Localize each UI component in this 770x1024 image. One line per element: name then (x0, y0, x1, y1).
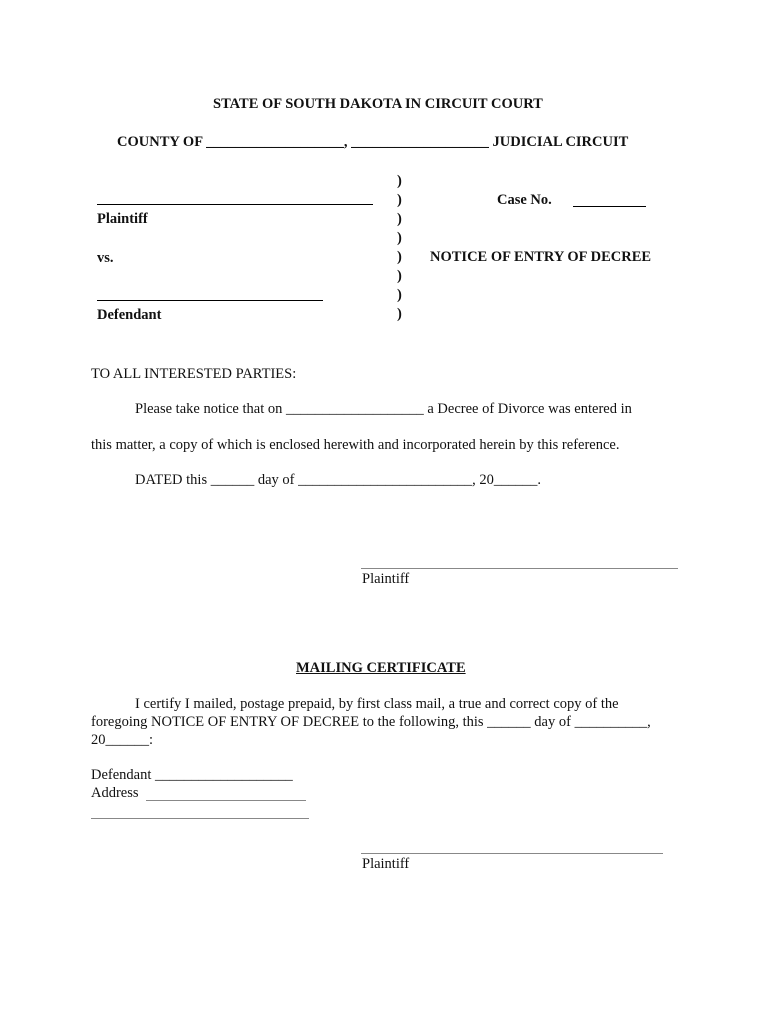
notice-line-2: this matter, a copy of which is enclosed herewith and incorporated herein by this reference. (91, 437, 620, 453)
caption-paren: ) (397, 268, 402, 284)
certificate-line-1: I certify I mailed, postage prepaid, by first class mail, a true and correct copy of the (135, 696, 619, 712)
defendant-label: Defendant (97, 307, 162, 323)
vs-label: vs. (97, 250, 114, 266)
notice-line-1: Please take notice that on ___________________ a Decree of Divorce was entered in (135, 401, 632, 417)
plaintiff-signature-label: Plaintiff (362, 571, 410, 587)
caption-paren: ) (397, 306, 402, 322)
defendant-name-line[interactable] (97, 300, 323, 301)
defendant-mailing-line: Defendant ___________________ (91, 767, 293, 783)
plaintiff-name-line[interactable] (97, 204, 373, 205)
county-circuit-line: COUNTY OF ___________________, ___________________ JUDICIAL CIRCUIT (117, 134, 629, 150)
caption-paren: ) (397, 249, 402, 265)
caption-paren: ) (397, 211, 402, 227)
salutation: TO ALL INTERESTED PARTIES: (91, 366, 297, 382)
address-line-1[interactable] (146, 800, 306, 801)
caption-paren: ) (397, 287, 402, 303)
certificate-signature-label: Plaintiff (362, 856, 410, 872)
mailing-certificate-heading: MAILING CERTIFICATE (296, 660, 466, 676)
case-no-line[interactable] (573, 206, 646, 207)
plaintiff-label: Plaintiff (97, 211, 148, 227)
certificate-signature-line[interactable] (361, 853, 663, 854)
certificate-line-2: foregoing NOTICE OF ENTRY OF DECREE to the following, this ______ day of __________, (91, 714, 651, 730)
court-title: STATE OF SOUTH DAKOTA IN CIRCUIT COURT (213, 96, 543, 112)
caption-paren: ) (397, 230, 402, 246)
dated-line: DATED this ______ day of ________________________, 20______. (135, 472, 541, 488)
document-title: NOTICE OF ENTRY OF DECREE (430, 249, 652, 265)
certificate-line-3: 20______: (91, 732, 154, 748)
plaintiff-signature-line[interactable] (361, 568, 678, 569)
address-line-2[interactable] (91, 818, 309, 819)
caption-paren: ) (397, 173, 402, 189)
caption-paren: ) (397, 192, 402, 208)
address-label: Address (91, 785, 139, 801)
case-no-label: Case No. (497, 192, 552, 208)
